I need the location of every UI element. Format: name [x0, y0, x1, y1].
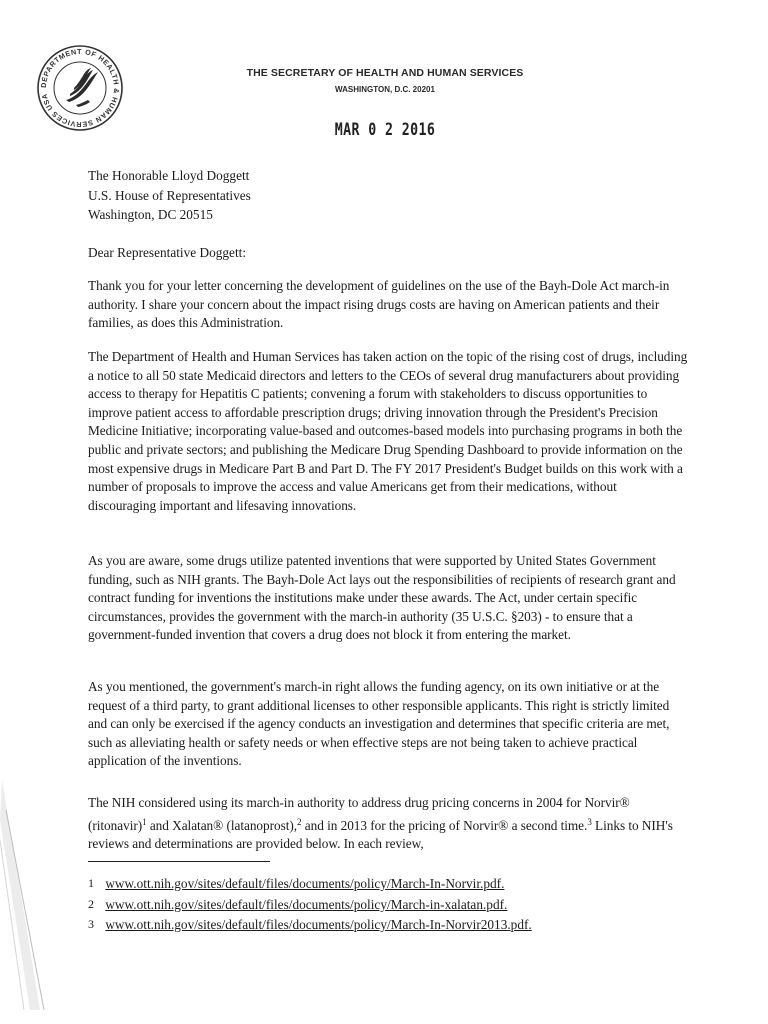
body-paragraph: The Department of Health and Human Services has taken action on the topic of the rising cost of drugs, including a notice to all 50 state Medicaid directors and letters to the CEOs of several drug manufacturers about providing access to therapy for Hepatitis C patients; convening a forum with stakeholders to discuss opportunities to improve patient access to affordable prescription drugs; driving innovation through the President's Precision Medicine Initiative; incorporating value-based and outcomes-based models into purchasing programs in both the public and private sectors; and publishing the Medicare Drug Spending Dashboard to provide information on the most expensive drugs in Medicare Part B and Part D. The FY 2017 President's Budget builds on this work with a number of proposals to improve the access and value Americans get from their medications, without discouraging important and lifesaving innovations.: [88, 349, 688, 513]
recipient-office: U.S. House of Representatives: [88, 187, 251, 203]
recipient-city: Washington, DC 20515: [88, 207, 213, 222]
body-paragraph: Thank you for your letter concerning the development of guidelines on the use of the Bayh-Dole Act march-in authority. I share your concern about the impact rising drugs costs are having on American patients and their families, as does this Administration.: [88, 278, 670, 331]
footnote-link[interactable]: www.ott.nih.gov/sites/default/files/documents/policy/March-In-Norvir.pdf.: [105, 876, 505, 891]
footnote-ref-2: 2: [297, 816, 302, 827]
p5-text-4: Links to NIH's reviews and determinations are provided below. In each review,: [88, 817, 673, 852]
footnote: [88, 876, 504, 892]
footnote-link[interactable]: www.ott.nih.gov/sites/default/files/documents/policy/March-in-xalatan.pdf.: [105, 897, 508, 912]
footnote-number: 2: [88, 897, 94, 911]
footnote-divider: [88, 861, 270, 862]
p5-text-1: The NIH considered using its march-in authority to address drug pricing concerns in 2004 for Norvir® (ritonavir): [88, 795, 630, 833]
letterhead-address: WASHINGTON, D.C. 20201: [335, 85, 435, 94]
recipient-name: The Honorable Lloyd Doggett: [88, 168, 250, 183]
letterhead-title: THE SECRETARY OF HEALTH AND HUMAN SERVICES: [246, 67, 524, 79]
recipient-address-block: [88, 166, 251, 225]
p5-text-2: and Xalatan® (latanoprost),: [146, 817, 298, 833]
paper-crease-mark: [0, 780, 60, 1010]
body-paragraph-nih: [88, 794, 688, 854]
footnote-link[interactable]: www.ott.nih.gov/sites/default/files/documents/policy/March-In-Norvir2013.pdf.: [105, 917, 532, 932]
footnote: [88, 917, 532, 933]
p5-text-3: and in 2013 for the pricing of Norvir® a second time.: [301, 817, 588, 833]
salutation: Dear Representative Doggett:: [88, 245, 247, 260]
seal-text: DEPARTMENT OF HEALTH & HUMAN SERVICES USA: [38, 46, 122, 130]
footnote-number: 1: [88, 876, 94, 890]
footnote-number: 3: [88, 917, 94, 931]
date-stamp: MAR 0 2 2016: [334, 120, 436, 140]
body-paragraph: As you mentioned, the government's march-in right allows the funding agency, on its own initiative or at the request of a third party, to grant additional licenses to other responsible applicants. This right is strictly limited and can only be exercised if the agency conducts an investigation and determines that specific criteria are met, such as alleviating health or safety needs or when effective steps are not being taken to achieve practical application of the inventions.: [88, 679, 670, 769]
seal-graphic: [36, 44, 124, 132]
footnote-ref-1: 1: [142, 816, 147, 827]
hhs-seal-logo: [36, 44, 124, 132]
body-paragraph: As you are aware, some drugs utilize patented inventions that were supported by United States Government funding, such as NIH grants. The Bayh-Dole Act lays out the responsibilities of recipients of research grant and contract funding for inventions the institutions make under these awards. The Act, under certain specific circumstances, provides the government with the march-in authority (35 U.S.C. §203) - to ensure that a government-funded invention that covers a drug does not block it from entering the market.: [88, 553, 676, 643]
footnote-ref-3: 3: [587, 816, 592, 827]
footnote: [88, 897, 507, 913]
